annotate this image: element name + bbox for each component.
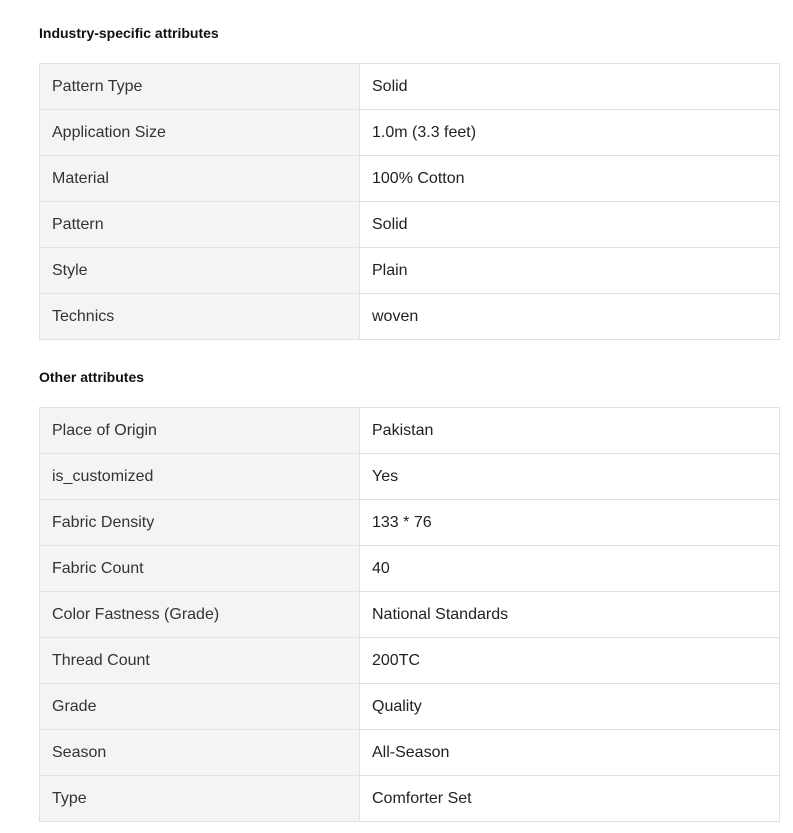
industry-attributes-title: Industry-specific attributes xyxy=(39,25,219,41)
attribute-value: Comforter Set xyxy=(360,776,780,822)
table-row xyxy=(40,248,780,294)
table-row xyxy=(40,684,780,730)
attribute-name: Place of Origin xyxy=(40,408,360,454)
table-row xyxy=(40,546,780,592)
attribute-value: 1.0m (3.3 feet) xyxy=(360,110,780,156)
attribute-name: Pattern Type xyxy=(40,64,360,110)
table-row xyxy=(40,156,780,202)
attribute-value: Plain xyxy=(360,248,780,294)
attribute-value: 200TC xyxy=(360,638,780,684)
attribute-value: 40 xyxy=(360,546,780,592)
other-attributes-table xyxy=(39,407,780,822)
attribute-name: Style xyxy=(40,248,360,294)
table-row xyxy=(40,730,780,776)
attribute-value: Quality xyxy=(360,684,780,730)
attribute-value: Yes xyxy=(360,454,780,500)
attribute-name: Application Size xyxy=(40,110,360,156)
industry-attributes-table xyxy=(39,63,780,340)
attribute-name: is_customized xyxy=(40,454,360,500)
attribute-value: Solid xyxy=(360,202,780,248)
table-row xyxy=(40,638,780,684)
table-row xyxy=(40,64,780,110)
table-row xyxy=(40,454,780,500)
table-row xyxy=(40,500,780,546)
table-row xyxy=(40,294,780,340)
attribute-value: Solid xyxy=(360,64,780,110)
attribute-name: Grade xyxy=(40,684,360,730)
attribute-value: woven xyxy=(360,294,780,340)
attribute-value: 100% Cotton xyxy=(360,156,780,202)
attribute-value: 133 * 76 xyxy=(360,500,780,546)
table-row xyxy=(40,202,780,248)
table-row xyxy=(40,408,780,454)
table-row xyxy=(40,110,780,156)
attribute-name: Type xyxy=(40,776,360,822)
attribute-value: National Standards xyxy=(360,592,780,638)
attribute-name: Color Fastness (Grade) xyxy=(40,592,360,638)
attribute-name: Pattern xyxy=(40,202,360,248)
other-attributes-title: Other attributes xyxy=(39,369,145,385)
attribute-name: Fabric Count xyxy=(40,546,360,592)
table-row xyxy=(40,592,780,638)
attribute-name: Season xyxy=(40,730,360,776)
table-row xyxy=(40,776,780,822)
attribute-name: Material xyxy=(40,156,360,202)
attribute-name: Thread Count xyxy=(40,638,360,684)
attribute-value: All-Season xyxy=(360,730,780,776)
attribute-name: Fabric Density xyxy=(40,500,360,546)
attribute-name: Technics xyxy=(40,294,360,340)
attribute-value: Pakistan xyxy=(360,408,780,454)
